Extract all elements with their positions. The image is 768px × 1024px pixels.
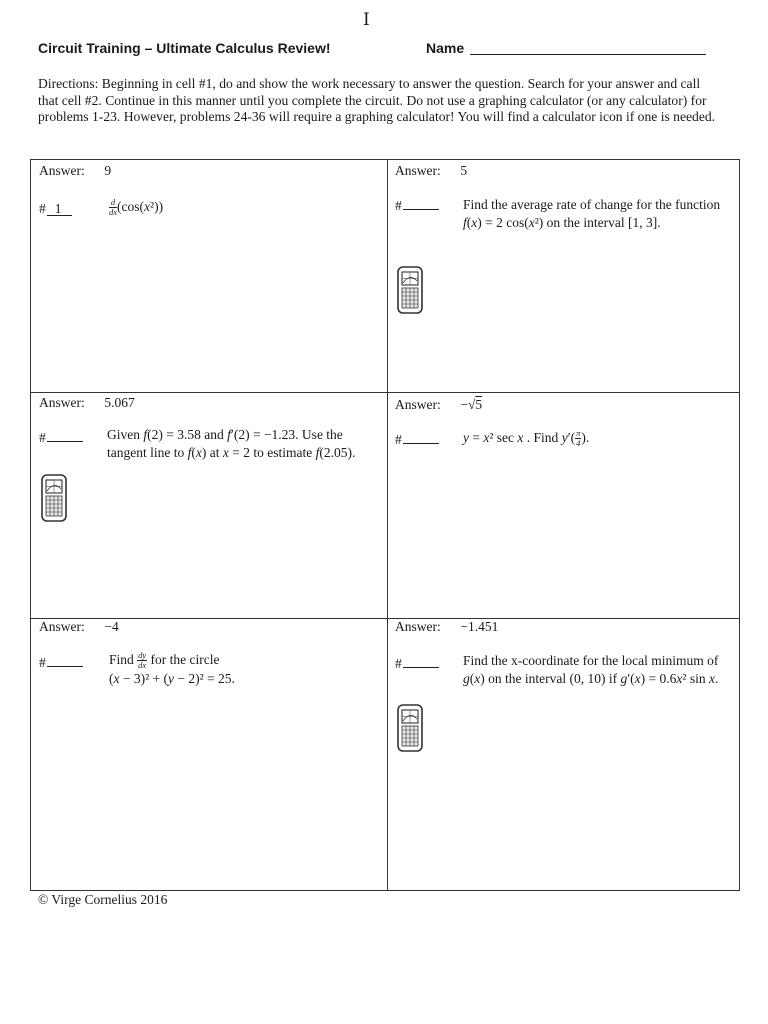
answer-value: 5.067 (104, 395, 135, 410)
name-label: Name (426, 40, 465, 56)
page-title: Circuit Training – Ultimate Calculus Review! (38, 40, 331, 56)
answer-label: Answer: (39, 163, 85, 178)
pi-over-4-fraction: $\frac{\pi}{4}$ (576, 428, 581, 449)
question-text: Find the average rate of change for the function f(x) = 2 cos(x²) on the interval [1, 3]. (463, 197, 721, 230)
answer-line (39, 163, 111, 179)
answer-label: Answer: (395, 619, 441, 634)
answer-line (39, 619, 119, 635)
dy-dx-fraction: $\frac{dy}{dx}$ (138, 650, 147, 671)
circuit-cell-5 (31, 618, 387, 890)
cell-number: # (39, 429, 83, 446)
cell-number: # (395, 197, 439, 214)
cell-number-field[interactable] (403, 197, 439, 210)
answer-line (395, 619, 498, 635)
cell-number: # (395, 431, 439, 448)
title-row (38, 40, 718, 62)
circuit-cell-3 (31, 392, 387, 618)
answer-value: 9 (104, 163, 112, 178)
answer-value: −1.451 (460, 619, 499, 634)
circuit-cell-2 (387, 160, 741, 392)
cell-number-field[interactable] (47, 429, 83, 442)
calculator-icon (397, 266, 423, 314)
page-number: I (363, 10, 370, 30)
directions: Directions: Beginning in cell #1, do and show the work necessary to answer the question. Search for your answer and call that cell #2. Continue in this manner until you complete the circuit. Do not use a graphing calculator (or any calculator) for problems 1-23. However, problems 24-36 will require a graphing calculator! You will find a calculator icon if one is needed. (38, 76, 716, 124)
derivative-operator: $\frac{d}{dx}$ (109, 197, 118, 218)
cell-number-field[interactable]: 1 (47, 202, 72, 216)
circuit-cell-4 (387, 392, 741, 618)
cell-number: # 1 (39, 201, 72, 217)
answer-label: Answer: (39, 619, 85, 634)
question-text: y = x² sec x . Find y′( $\frac{\pi}{4}$ ). (463, 428, 590, 449)
question-text: Find $\frac{dy}{dx}$ for the circle (x − 3)² + (y − 2)² = 25. (109, 650, 235, 687)
cell-number: # (39, 654, 83, 671)
copyright-footer: © Virge Cornelius 2016 (38, 892, 168, 907)
answer-line (395, 163, 467, 179)
answer-label: Answer: (395, 397, 441, 412)
answer-line (395, 397, 482, 413)
answer-value: 5 (460, 163, 468, 178)
calculator-icon (397, 704, 423, 752)
answer-value: −√5 (460, 397, 483, 412)
cell-number-field[interactable] (47, 654, 83, 667)
answer-label: Answer: (39, 395, 85, 410)
circuit-cell-6 (387, 618, 741, 890)
calculator-icon (41, 474, 67, 522)
answer-label: Answer: (395, 163, 441, 178)
cell-number: # (395, 655, 439, 672)
question-text: Find the x-coordinate for the local minimum of g(x) on the interval (0, 10) if g′(x) = 0.6x² sin x. (463, 653, 719, 686)
question-text: $\frac{d}{dx}$ (cos(x²)) (109, 197, 164, 218)
cell-number-field[interactable] (403, 655, 439, 668)
answer-line (39, 395, 135, 411)
circuit-cell-1 (31, 160, 387, 392)
circuit-grid (30, 159, 740, 891)
question-text: Given f(2) = 3.58 and f′(2) = −1.23. Use the tangent line to f(x) at x = 2 to estimate f(2.05). (107, 427, 356, 460)
name-field[interactable] (470, 54, 706, 55)
cell-number-field[interactable] (403, 431, 439, 444)
answer-value: −4 (104, 619, 119, 634)
